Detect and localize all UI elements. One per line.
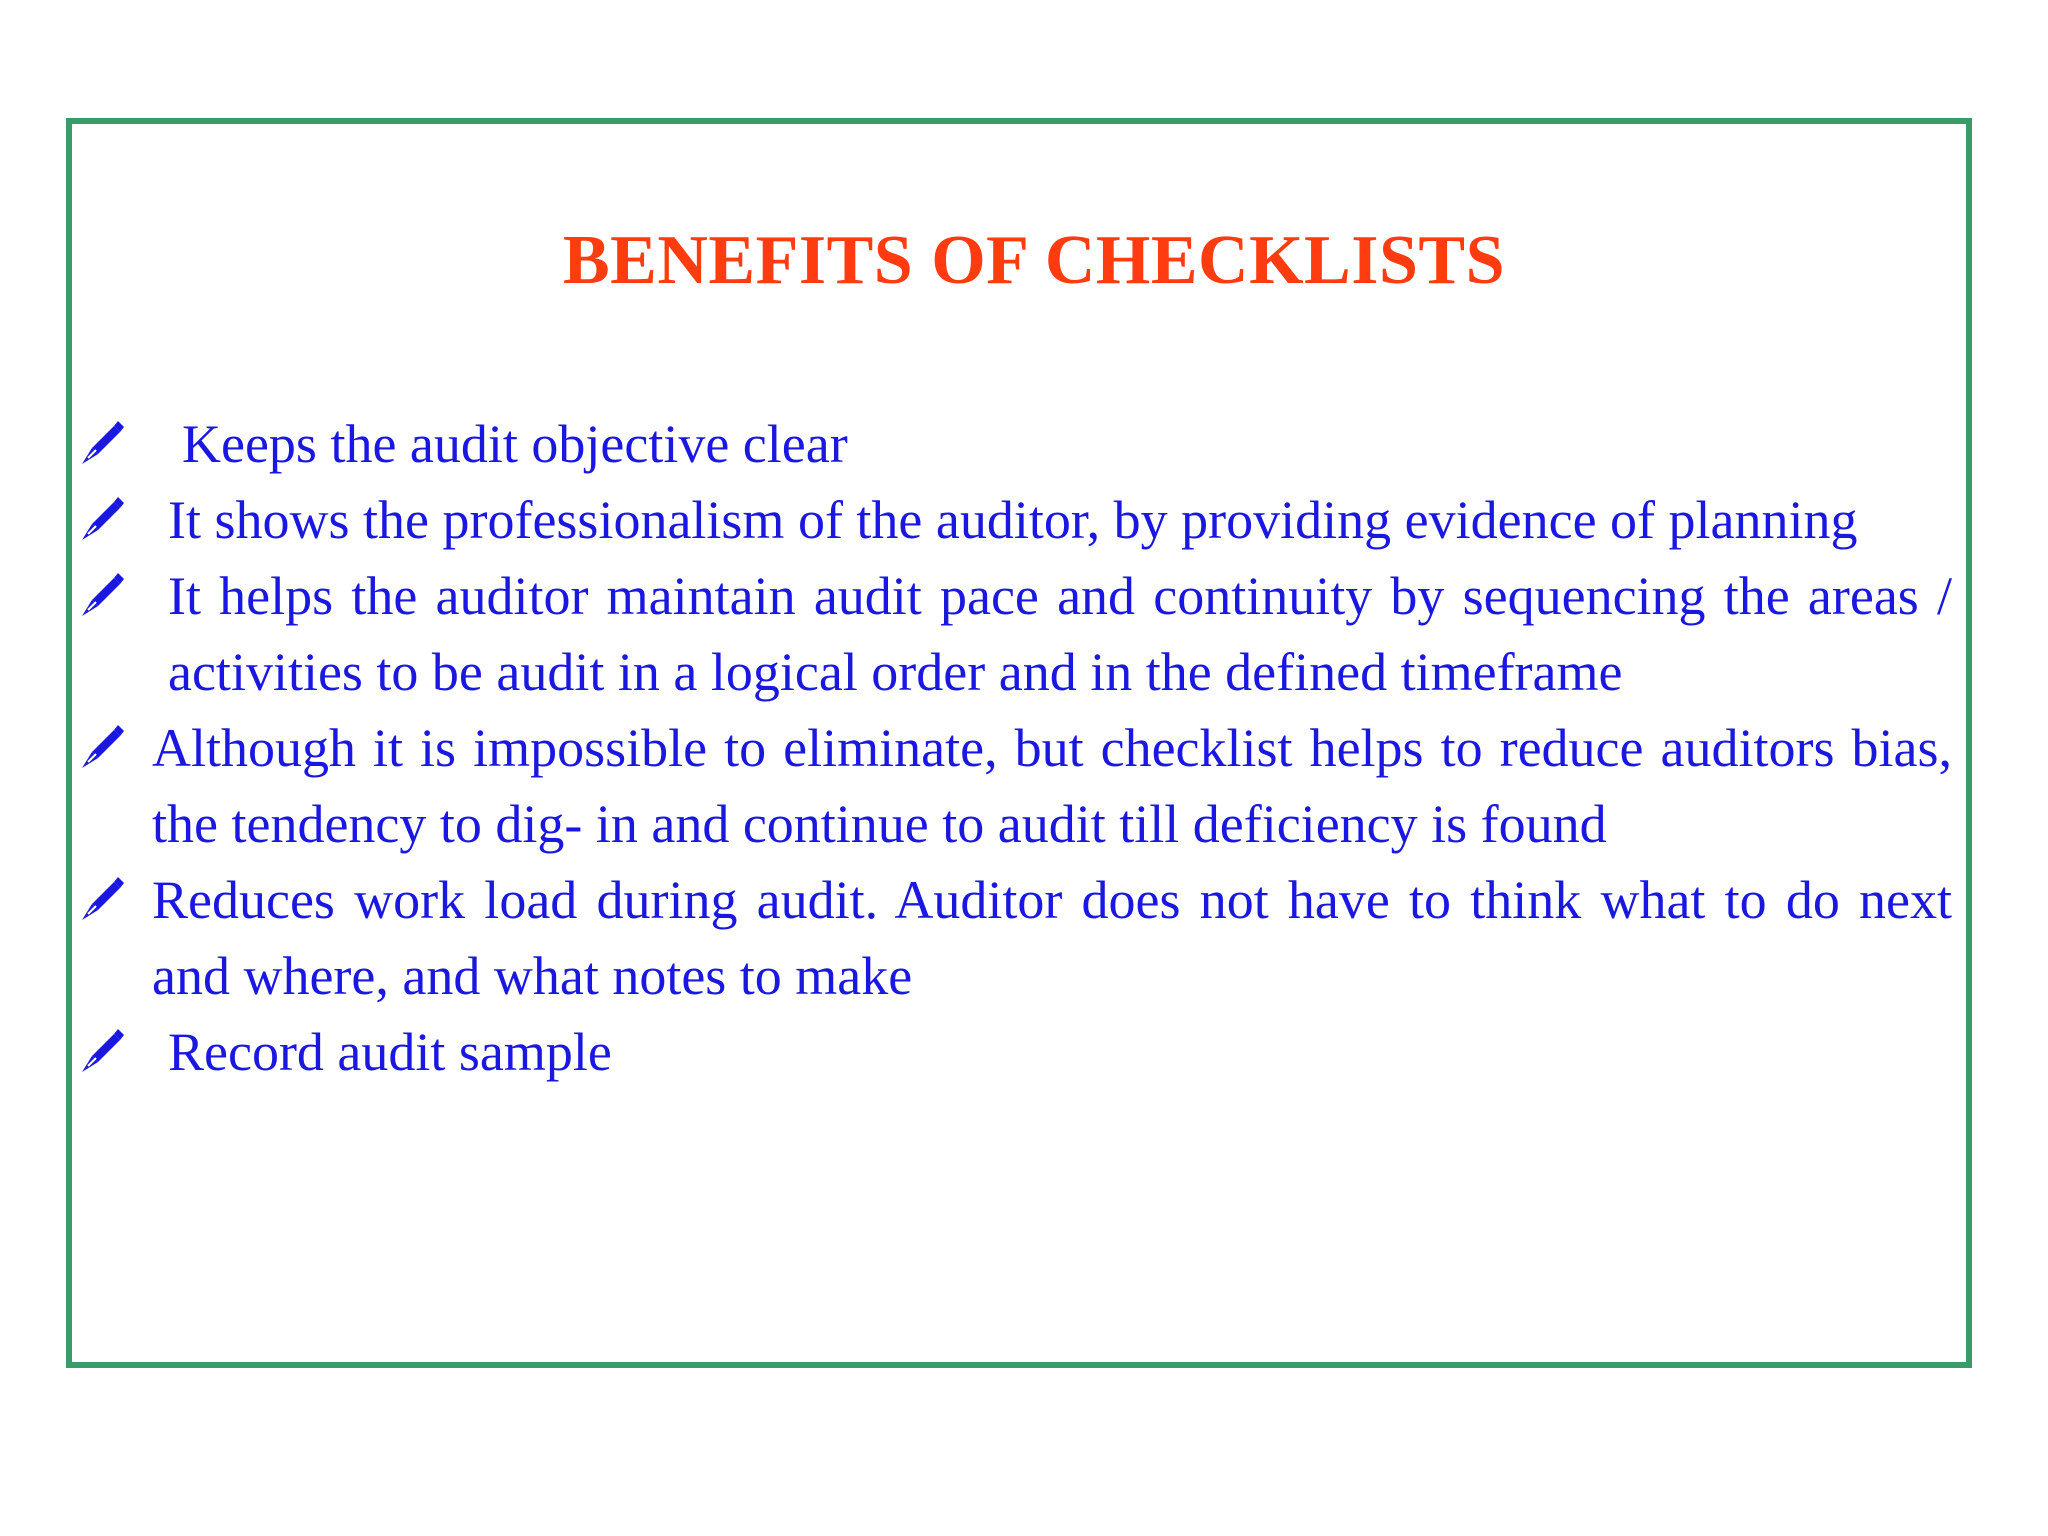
bullet-item <box>72 1014 1952 1090</box>
bullet-list <box>72 406 1952 1090</box>
bullet-item <box>72 482 1952 558</box>
bullet-item <box>72 406 1952 482</box>
pen-nib-icon <box>78 570 126 618</box>
pen-nib-icon <box>78 874 126 922</box>
bullet-text: Record audit sample <box>168 1022 612 1082</box>
bullet-text: Although it is impossible to eliminate, but checklist helps to reduce auditors bias, the tendency to dig- in and continue to audit till deficiency is found <box>152 718 1952 854</box>
pen-nib-icon <box>78 1026 126 1074</box>
slide-title: BENEFITS OF CHECKLISTS <box>562 222 1506 299</box>
pen-nib-icon <box>78 722 126 770</box>
bullet-text: Keeps the audit objective clear <box>182 414 848 474</box>
bullet-text: It shows the professionalism of the auditor, by providing evidence of planning <box>168 490 1858 550</box>
bullet-text: Reduces work load during audit. Auditor does not have to think what to do next and where, and what notes to make <box>152 870 1952 1006</box>
pen-nib-icon <box>78 418 126 466</box>
bullet-item <box>72 558 1952 710</box>
bullet-text: It helps the auditor maintain audit pace and continuity by sequencing the areas / activities to be audit in a logical order and in the defined timeframe <box>168 566 1952 702</box>
bullet-item <box>72 862 1952 1014</box>
pen-nib-icon <box>78 494 126 542</box>
bullet-item <box>72 710 1952 862</box>
slide-frame <box>66 118 1972 1368</box>
